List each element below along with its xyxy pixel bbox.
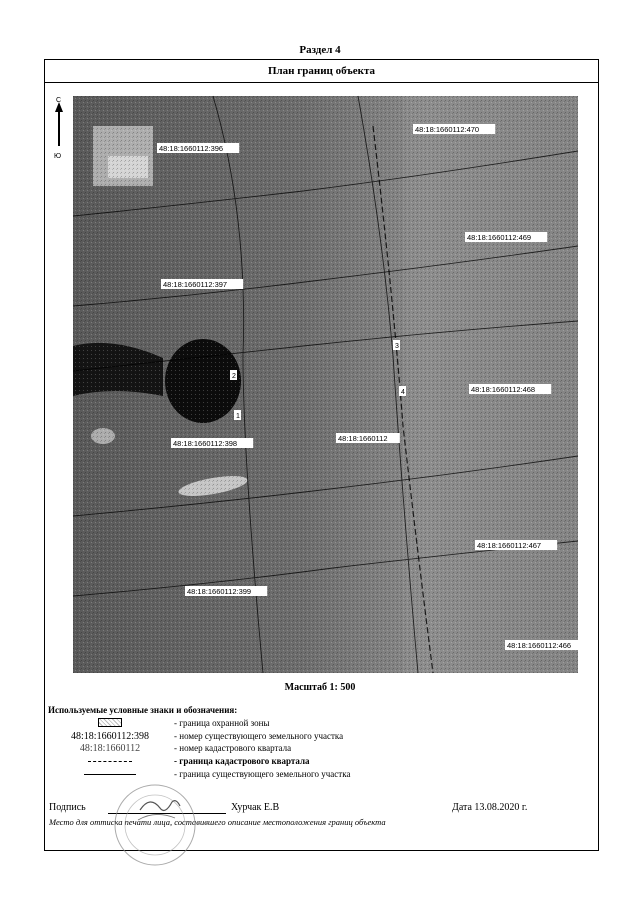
parcel-label xyxy=(505,640,587,650)
legend-item-protection-zone xyxy=(48,718,608,730)
signature-date: Дата 13.08.2020 г. xyxy=(452,802,528,813)
parcel-label xyxy=(185,586,267,596)
legend-item-parcel-number xyxy=(48,731,608,743)
legend-item-quarter-number xyxy=(48,743,608,755)
parcel-label-text: 48:18:1660112:397 xyxy=(163,280,228,289)
parcel-label-text: 48:18:1660112:398 xyxy=(173,439,238,448)
aerial-map[interactable] xyxy=(54,96,578,673)
parcel-label-text: 48:18:1660112:469 xyxy=(467,233,532,242)
parcel-label xyxy=(465,232,547,242)
parcel-label-text: 48:18:1660112:399 xyxy=(187,587,252,596)
north-label: С xyxy=(56,97,62,104)
legend-text: - граница охранной зоны xyxy=(174,718,270,728)
parcel-label xyxy=(336,433,400,443)
legend-title: Используемые условные знаки и обозначения: xyxy=(48,705,238,715)
south-label: Ю xyxy=(54,153,62,160)
legend-item-quarter-boundary xyxy=(48,756,608,768)
stamp-seal xyxy=(110,780,200,870)
parcel-number-sample: 48:18:1660112:398 xyxy=(71,731,149,742)
quarter-boundary-symbol xyxy=(48,756,172,767)
legend-text: - граница кадастрового квартала xyxy=(174,756,310,766)
parcel-label-text: 48:18:1660112:466 xyxy=(507,641,572,650)
signatory-name: Хурчак Е.В xyxy=(231,802,280,813)
parcel-label-text: 48:18:1660112 xyxy=(338,434,388,443)
section-title: Раздел 4 xyxy=(299,44,341,56)
quarter-number-sample: 48:18:1660112 xyxy=(79,743,141,754)
parcel-boundary-symbol xyxy=(48,769,172,780)
scale-label: Масштаб 1: 500 xyxy=(284,682,356,693)
parcel-label xyxy=(161,279,243,289)
legend-text: - номер кадастрового квартала xyxy=(174,743,292,753)
plan-header: План границ объекта xyxy=(44,59,599,83)
protection-zone-symbol xyxy=(48,718,172,730)
parcel-label-text: 48:18:1660112:396 xyxy=(159,144,224,153)
point-mark: 4 xyxy=(401,389,405,396)
point-mark: 1 xyxy=(236,413,240,420)
legend-text: - номер существующего земельного участка xyxy=(174,731,344,741)
parcel-label xyxy=(469,384,551,394)
parcel-label xyxy=(475,540,557,550)
parcel-label-text: 48:18:1660112:468 xyxy=(471,385,536,394)
point-mark: 3 xyxy=(395,343,399,350)
point-mark: 2 xyxy=(232,373,236,380)
parcel-label xyxy=(171,438,253,448)
signature-label: Подпись xyxy=(49,802,86,813)
stamp-note: Место для оттиска печати лица, составившего описание местоположения границ объекта xyxy=(49,817,386,827)
parcel-label xyxy=(157,143,239,153)
legend-text: - граница существующего земельного участка xyxy=(174,769,351,779)
parcel-label-text: 48:18:1660112:470 xyxy=(415,125,480,134)
parcel-label xyxy=(413,124,495,134)
parcel-label-text: 48:18:1660112:467 xyxy=(477,541,542,550)
